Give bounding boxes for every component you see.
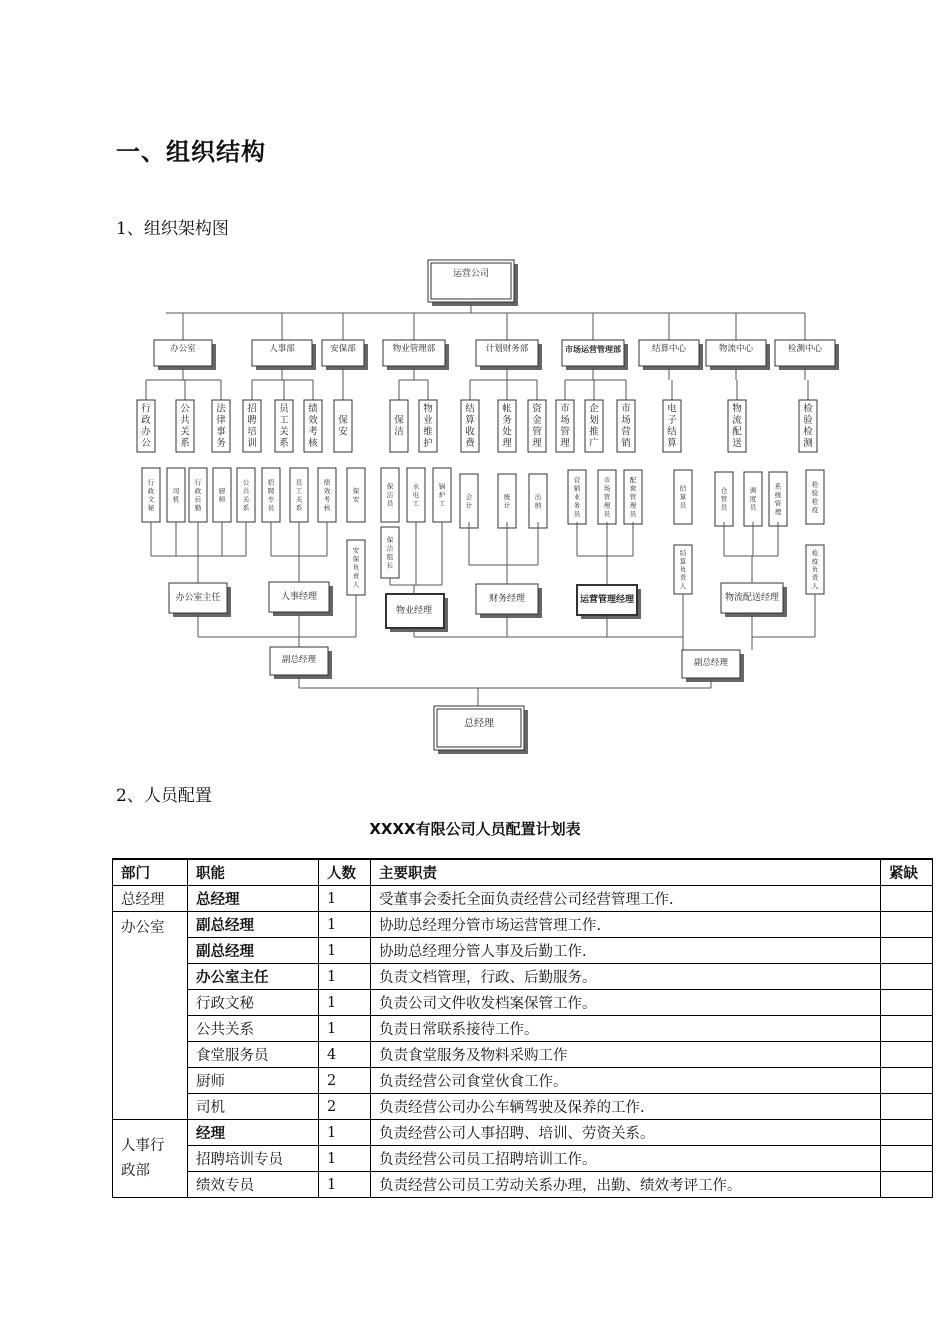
function-label: 工 <box>279 414 289 426</box>
lead-label: 负 <box>352 563 360 572</box>
function-label: 系 <box>279 437 289 449</box>
function-label: 政 <box>141 414 151 426</box>
function-label: 管 <box>532 426 542 438</box>
function-label: 维 <box>423 426 433 438</box>
shortage-cell <box>881 1146 933 1172</box>
lead-label: 长 <box>386 561 394 570</box>
duty-cell: 负责经营公司办公车辆驾驶及保养的工作. <box>371 1094 881 1120</box>
header-dept: 部门 <box>113 859 188 886</box>
function-label: 律 <box>216 414 226 426</box>
role-label: 计 <box>503 501 511 510</box>
function-label: 办 <box>141 426 151 438</box>
dept-label: 安保部 <box>330 344 356 354</box>
role-label: 理 <box>603 501 611 510</box>
shortage-cell <box>881 1016 933 1042</box>
vp-label: 副总经理 <box>281 655 317 665</box>
lead-label: 洁 <box>386 544 394 553</box>
function-label: 理 <box>502 437 512 449</box>
manager-label: 运营管理经理 <box>579 595 635 605</box>
function-label: 系 <box>180 437 190 449</box>
shortage-cell <box>881 1172 933 1198</box>
function-label: 务 <box>216 437 226 449</box>
role-label: 员 <box>603 510 611 518</box>
table-row <box>113 1120 933 1146</box>
role-cell: 副总经理 <box>188 912 319 938</box>
count-cell: 1 <box>319 1120 371 1146</box>
role-label: 纳 <box>534 501 542 510</box>
function-label: 保 <box>394 414 404 426</box>
function-label: 考 <box>308 426 318 438</box>
dept-label: 人事部 <box>269 344 295 354</box>
role-label: 员 <box>573 510 581 518</box>
function-label: 理 <box>560 437 570 449</box>
shortage-cell <box>881 1094 933 1120</box>
dept-cell <box>113 1120 188 1198</box>
function-label: 招 <box>247 403 257 415</box>
lead-label: 疫 <box>811 557 819 566</box>
function-label: 验 <box>803 414 813 426</box>
function-label: 事 <box>216 426 226 438</box>
role-cell: 经理 <box>188 1120 319 1146</box>
role-label: 厨 <box>218 486 226 495</box>
role-cell: 招聘培训专员 <box>188 1146 319 1172</box>
company-label: 运营公司 <box>452 269 490 279</box>
role-label: 员 <box>749 503 757 512</box>
role-cell: 副总经理 <box>188 938 319 964</box>
table-row <box>113 1146 933 1172</box>
header-count: 人数 <box>319 859 371 886</box>
role-label: 水 <box>412 482 420 491</box>
function-label: 检 <box>803 426 813 438</box>
shortage-cell <box>881 912 933 938</box>
table-row <box>113 938 933 964</box>
function-label: 公 <box>180 403 190 415</box>
role-label: 计 <box>465 501 473 510</box>
function-label: 处 <box>502 426 512 438</box>
role-label: 管 <box>774 499 782 508</box>
role-label: 市 <box>603 476 611 484</box>
role-label: 员 <box>629 510 637 518</box>
role-label: 行 <box>194 478 202 487</box>
table-header-row <box>113 859 933 886</box>
function-label: 算 <box>465 414 475 426</box>
function-label: 电 <box>667 403 677 415</box>
count-cell: 1 <box>319 886 371 912</box>
function-label: 法 <box>216 403 226 415</box>
function-label: 场 <box>621 414 631 426</box>
function-label: 业 <box>423 414 433 426</box>
count-cell: 1 <box>319 912 371 938</box>
table-row <box>113 1068 933 1094</box>
role-label: 员 <box>295 478 303 487</box>
lead-label: 安 <box>352 546 360 555</box>
lead-label: 保 <box>352 555 360 563</box>
shortage-cell <box>881 938 933 964</box>
function-label: 培 <box>247 426 257 438</box>
table-row <box>113 990 933 1016</box>
function-label: 务 <box>502 414 512 426</box>
shortage-cell <box>881 1042 933 1068</box>
role-label: 员 <box>386 499 394 508</box>
function-label: 企 <box>589 403 599 415</box>
shortage-cell <box>881 964 933 990</box>
duty-cell: 负责经营公司员工招聘培训工作。 <box>371 1146 881 1172</box>
role-label: 管 <box>629 493 637 501</box>
shortage-cell <box>881 1068 933 1094</box>
function-label: 理 <box>532 437 542 449</box>
function-label: 物 <box>423 403 433 415</box>
role-label: 度 <box>749 495 757 503</box>
function-label: 结 <box>465 403 475 415</box>
shortage-cell <box>881 990 933 1016</box>
count-cell: 1 <box>319 938 371 964</box>
function-label: 核 <box>308 437 318 449</box>
lead-label: 组 <box>386 552 394 561</box>
role-label: 出 <box>534 492 542 501</box>
role-label: 场 <box>603 484 611 493</box>
role-label: 政 <box>194 486 202 495</box>
role-label: 文 <box>147 495 155 504</box>
role-label: 统 <box>774 490 782 499</box>
role-label: 锅 <box>438 482 446 491</box>
role-label: 套 <box>629 484 637 493</box>
role-label: 销 <box>573 484 581 493</box>
role-label: 工 <box>438 499 446 508</box>
role-label: 效 <box>323 486 331 495</box>
function-label: 销 <box>621 437 631 449</box>
lead-label: 负 <box>679 565 687 574</box>
role-cell: 总经理 <box>188 886 319 912</box>
dept-label: 物业管理部 <box>392 344 436 354</box>
lead-label: 责 <box>811 573 819 582</box>
function-label: 行 <box>141 403 151 415</box>
lead-label: 算 <box>679 557 687 566</box>
duty-cell: 负责经营公司员工劳动关系办理，出勤、绩效考评工作。 <box>371 1172 881 1198</box>
duty-cell: 协助总经理分管人事及后勤工作. <box>371 938 881 964</box>
lead-label: 保 <box>386 535 394 544</box>
role-label: 机 <box>172 495 180 504</box>
dept-label: 结算中心 <box>651 344 687 354</box>
function-label: 金 <box>532 414 542 426</box>
role-label: 员 <box>679 501 687 510</box>
function-label: 配 <box>732 426 742 438</box>
role-label: 考 <box>323 495 331 504</box>
shortage-cell <box>881 886 933 912</box>
function-label: 送 <box>732 437 742 449</box>
count-cell: 1 <box>319 1016 371 1042</box>
ceo-label: 总经理 <box>464 718 494 730</box>
role-label: 共 <box>242 486 250 495</box>
role-label: 系 <box>242 503 250 512</box>
role-label: 公 <box>242 478 250 487</box>
role-label: 核 <box>323 503 331 512</box>
function-label: 测 <box>803 437 813 449</box>
manager-label: 物流配送经理 <box>724 593 780 603</box>
role-cell: 绩效专员 <box>188 1172 319 1198</box>
role-label: 行 <box>147 478 155 487</box>
count-cell: 1 <box>319 964 371 990</box>
function-label: 帐 <box>502 403 512 415</box>
lead-label: 人 <box>679 581 687 590</box>
role-label: 司 <box>172 486 180 495</box>
lead-label: 责 <box>352 572 360 580</box>
function-label: 结 <box>667 426 677 438</box>
role-label: 保 <box>386 482 394 491</box>
role-label: 勤 <box>194 503 202 512</box>
role-label: 聘 <box>267 486 275 495</box>
duty-cell: 负责经营公司食堂伙食工作。 <box>371 1068 881 1094</box>
duty-cell: 负责公司文件收发档案保管工作。 <box>371 990 881 1016</box>
role-cell: 厨师 <box>188 1068 319 1094</box>
dept-cell: 总经理 <box>113 886 188 912</box>
function-label: 划 <box>589 414 599 426</box>
count-cell: 1 <box>319 990 371 1016</box>
table-title: XXXX有限公司人员配置计划表 <box>369 820 581 838</box>
shortage-cell <box>881 1120 933 1146</box>
function-label: 护 <box>423 437 433 449</box>
function-label: 费 <box>465 437 475 449</box>
role-label: 系 <box>774 482 782 491</box>
role-label: 员 <box>267 503 275 512</box>
function-label: 绩 <box>308 403 318 415</box>
manager-label: 办公室主任 <box>175 593 221 603</box>
role-label: 工 <box>295 486 303 495</box>
role-label: 结 <box>679 484 687 493</box>
function-label: 算 <box>667 437 677 449</box>
dept-label: 市场运营管理部 <box>565 344 621 354</box>
count-cell: 1 <box>319 1146 371 1172</box>
role-label: 业 <box>573 493 581 501</box>
manager-label: 财务经理 <box>488 594 526 604</box>
lead-label: 结 <box>679 549 687 558</box>
table-row <box>113 1094 933 1120</box>
function-label: 公 <box>141 437 151 449</box>
function-label: 保 <box>338 414 348 426</box>
function-label: 物 <box>732 403 742 415</box>
function-label: 训 <box>247 437 257 449</box>
count-cell: 2 <box>319 1094 371 1120</box>
function-label: 市 <box>560 403 570 415</box>
role-cell: 食堂服务员 <box>188 1042 319 1068</box>
dept-cell: 办公室 <box>113 912 188 1120</box>
table-row <box>113 1172 933 1198</box>
company-box <box>428 260 514 302</box>
function-label: 广 <box>589 437 599 449</box>
table-row <box>113 886 933 912</box>
section-title-staffing: 2、人员配置 <box>116 786 212 806</box>
dept-label: 计划财务部 <box>485 344 529 354</box>
manager-label: 人事经理 <box>280 592 318 602</box>
role-label: 师 <box>218 495 226 504</box>
role-label: 算 <box>679 493 687 501</box>
duty-cell: 受董事会委托全面负责经营公司经营管理工作. <box>371 886 881 912</box>
header-shortage: 紧缺 <box>881 859 933 886</box>
role-label: 营 <box>573 476 581 484</box>
function-label: 管 <box>560 426 570 438</box>
function-label: 共 <box>180 414 190 426</box>
count-cell: 4 <box>319 1042 371 1068</box>
lead-label: 负 <box>811 565 819 574</box>
function-label: 推 <box>589 426 599 438</box>
function-label: 关 <box>180 426 190 438</box>
lead-label: 责 <box>679 573 687 582</box>
function-label: 市 <box>621 403 631 415</box>
role-label: 理 <box>774 507 782 516</box>
function-label: 员 <box>279 403 289 415</box>
duty-cell: 负责日常联系接待工作。 <box>371 1016 881 1042</box>
dept-label: 检测中心 <box>787 344 823 354</box>
role-label: 员 <box>720 503 728 512</box>
role-cell: 办公室主任 <box>188 964 319 990</box>
function-label: 效 <box>308 414 318 426</box>
role-label: 系 <box>295 503 303 512</box>
section-title-org-chart: 1、组织架构图 <box>116 219 229 239</box>
role-cell: 行政文秘 <box>188 990 319 1016</box>
function-label: 关 <box>279 426 289 438</box>
vp-label: 副总经理 <box>693 658 729 668</box>
role-cell: 司机 <box>188 1094 319 1120</box>
role-label: 招 <box>267 478 275 487</box>
function-label: 场 <box>560 414 570 426</box>
role-label: 安 <box>352 495 360 504</box>
role-label: 保 <box>352 486 360 495</box>
lead-label: 检 <box>811 549 819 558</box>
role-label: 工 <box>412 499 420 508</box>
role-label: 专 <box>267 495 275 504</box>
function-label: 收 <box>465 426 475 438</box>
staffing-table <box>112 858 933 1198</box>
role-cell: 公共关系 <box>188 1016 319 1042</box>
role-label: 理 <box>629 501 637 510</box>
function-label: 聘 <box>247 414 257 426</box>
role-label: 管 <box>603 493 611 501</box>
duty-cell: 负责食堂服务及物料采购工作 <box>371 1042 881 1068</box>
role-label: 配 <box>629 476 637 484</box>
lead-label: 人 <box>352 580 360 589</box>
duty-cell: 负责文档管理，行政、后勤服务。 <box>371 964 881 990</box>
manager-label: 物业经理 <box>395 606 433 616</box>
dept-cell-text: 人事行政部 <box>121 1137 165 1179</box>
role-label: 关 <box>242 495 250 504</box>
duty-cell: 负责经营公司人事招聘、培训、劳资关系。 <box>371 1120 881 1146</box>
header-role: 职能 <box>188 859 319 886</box>
dept-label: 物流中心 <box>718 344 754 354</box>
count-cell: 1 <box>319 1172 371 1198</box>
role-label: 炉 <box>438 491 446 499</box>
role-label: 电 <box>412 491 420 499</box>
table-row <box>113 1016 933 1042</box>
count-cell: 2 <box>319 1068 371 1094</box>
function-label: 洁 <box>394 426 404 438</box>
role-label: 洁 <box>386 491 394 499</box>
function-label: 检 <box>803 403 813 415</box>
role-label: 绩 <box>323 478 331 487</box>
role-label: 秘 <box>147 503 155 512</box>
function-label: 安 <box>338 426 348 438</box>
table-row <box>113 912 933 938</box>
role-label: 政 <box>147 486 155 495</box>
table-row <box>113 964 933 990</box>
lead-label: 人 <box>811 581 819 590</box>
header-duty: 主要职责 <box>371 859 881 886</box>
function-label: 流 <box>732 414 742 426</box>
role-label: 调 <box>749 486 757 495</box>
function-label: 资 <box>532 403 542 415</box>
role-label: 务 <box>573 501 581 510</box>
role-label: 验 <box>811 488 819 497</box>
function-label: 子 <box>667 414 677 426</box>
role-label: 后 <box>194 495 202 504</box>
role-label: 疫 <box>811 505 819 514</box>
page-heading: 一、组织结构 <box>116 138 266 166</box>
role-label: 关 <box>295 495 303 504</box>
function-label: 营 <box>621 426 631 438</box>
table-row <box>113 1042 933 1068</box>
role-label: 会 <box>465 492 473 501</box>
role-label: 统 <box>503 492 511 501</box>
duty-cell: 协助总经理分管市场运营管理工作. <box>371 912 881 938</box>
dept-label: 办公室 <box>170 344 196 354</box>
role-label: 检 <box>811 497 819 506</box>
role-label: 检 <box>811 480 819 489</box>
role-label: 管 <box>720 495 728 503</box>
role-label: 仓 <box>720 486 728 495</box>
